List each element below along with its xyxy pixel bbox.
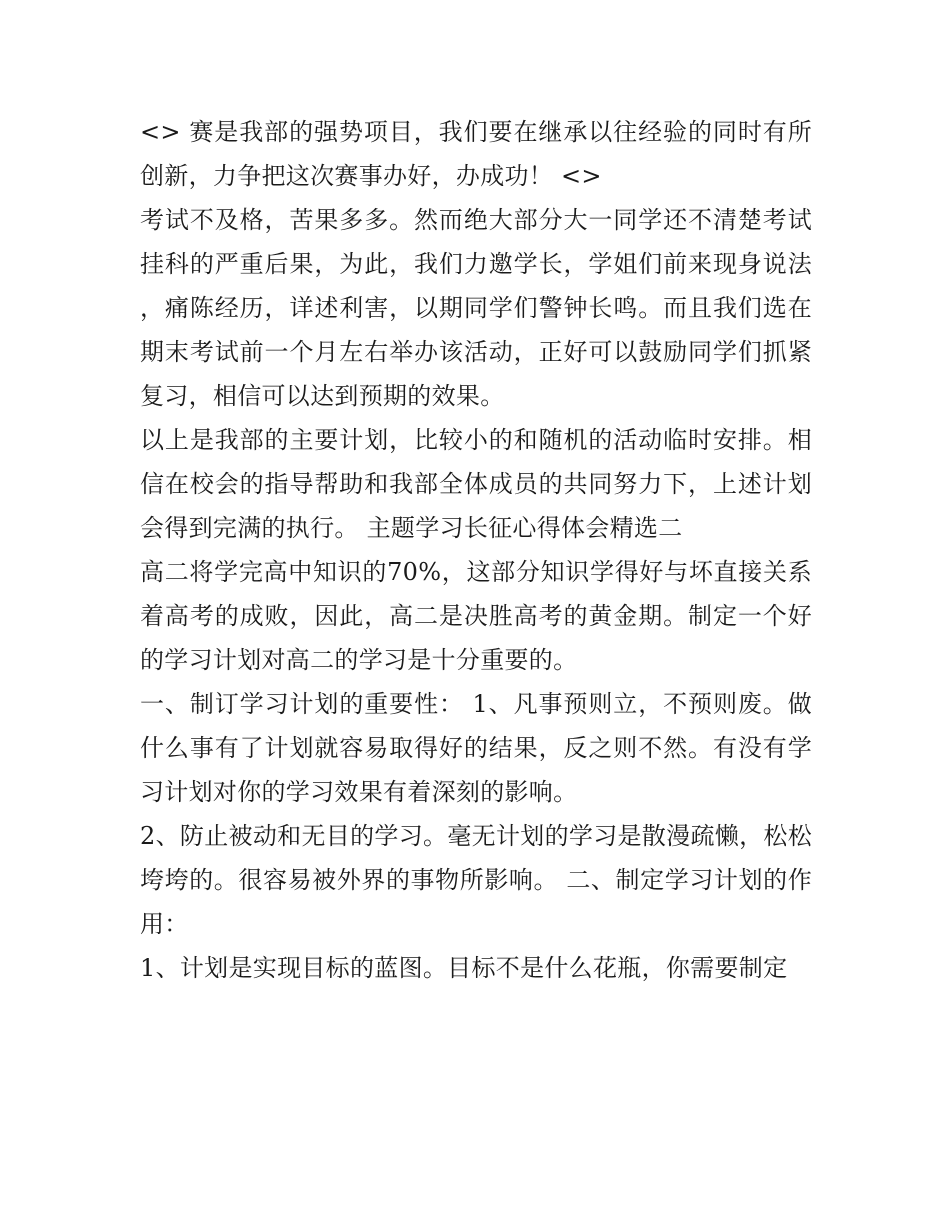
paragraph-main-plan: 以上是我部的主要计划，比较小的和随机的活动临时安排。相信在校会的指导帮助和我部全体成员的共同努力下，上述计划会得到完满的执行。 主题学习长征心得体会精选二 bbox=[140, 426, 812, 542]
paragraph-competition: <> 赛是我部的强势项目，我们要在继承以往经验的同时有所创新，力争把这次赛事办好，办成功！ <> bbox=[140, 118, 812, 190]
paragraph-plan-blueprint: 1、计划是实现目标的蓝图。目标不是什么花瓶，你需要制定 bbox=[140, 954, 788, 982]
paragraph-plan-importance: 一、制订学习计划的重要性： 1、凡事预则立，不预则废。做什么事有了计划就容易取得好的结果，反之则不然。有没有学习计划对你的学习效果有着深刻的影响。 bbox=[140, 690, 812, 806]
paragraph-exam-failure: 考试不及格，苦果多多。然而绝大部分大一同学还不清楚考试挂科的严重后果，为此，我们力邀学长，学姐们前来现身说法，痛陈经历，详述利害，以期同学们警钟长鸣。而且我们选在期末考试前一个月左右举办该活动，正好可以鼓励同学们抓紧复习，相信可以达到预期的效果。 bbox=[140, 206, 812, 410]
paragraph-avoid-passive: 2、防止被动和无目的学习。毫无计划的学习是散漫疏懒，松松垮垮的。很容易被外界的事物所影响。 二、制定学习计划的作用： bbox=[140, 822, 812, 938]
paragraph-grade-two: 高二将学完高中知识的70%，这部分知识学得好与坏直接关系着高考的成败，因此，高二是决胜高考的黄金期。制定一个好的学习计划对高二的学习是十分重要的。 bbox=[140, 558, 812, 674]
document-body bbox=[140, 110, 812, 990]
